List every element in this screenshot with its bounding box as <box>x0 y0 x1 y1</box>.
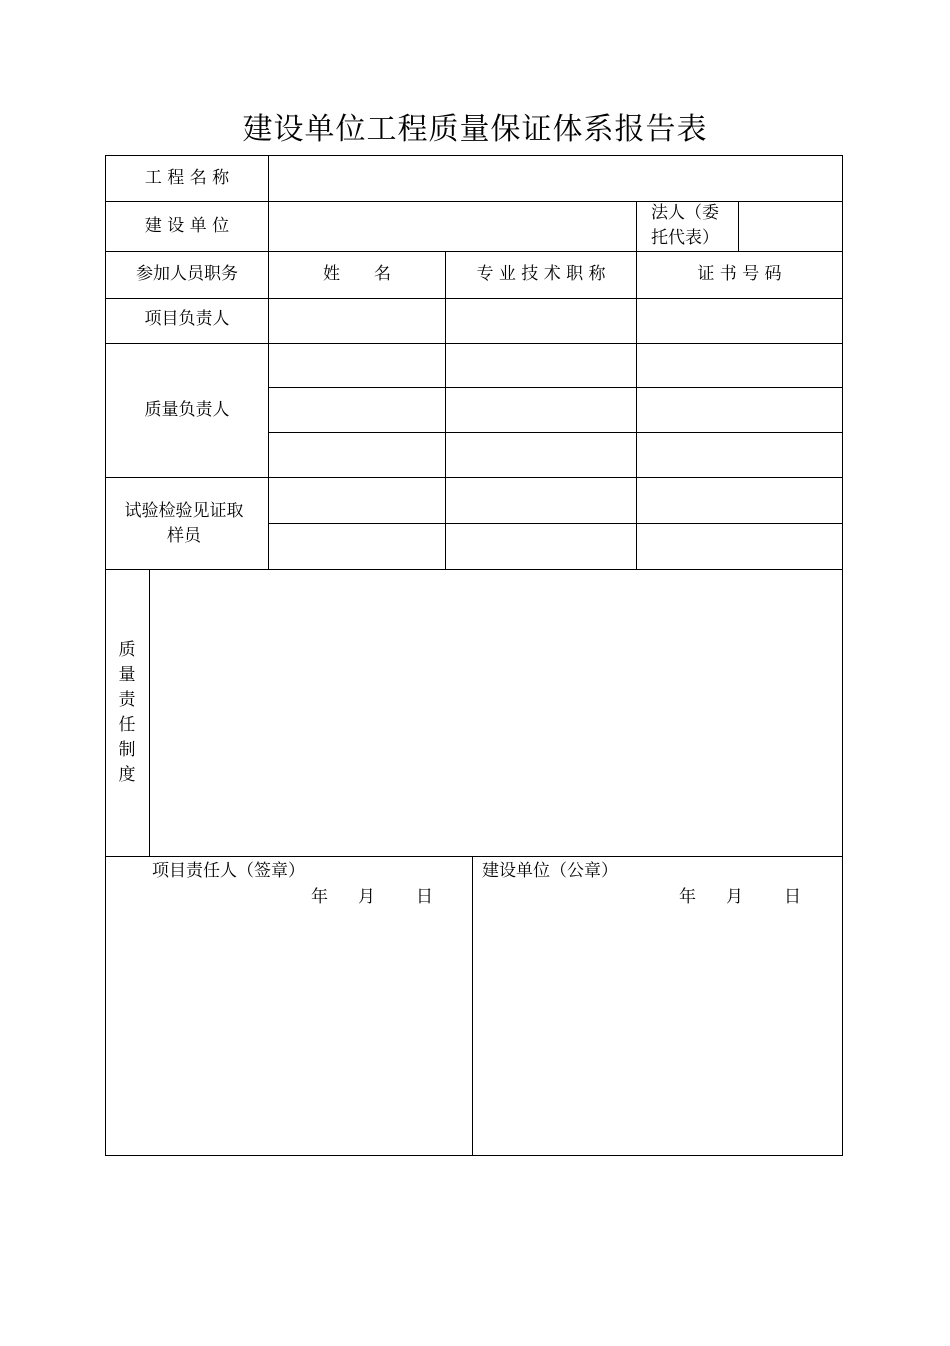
responsibility-content-field[interactable] <box>150 570 842 856</box>
project-leader-title-field[interactable] <box>446 299 636 343</box>
legal-rep-label-line2: 托代表） <box>651 228 719 248</box>
quality-leader-name-field[interactable] <box>269 344 445 387</box>
left-date-year: 年 <box>311 887 328 907</box>
certificate-number-header: 证 书 号 码 <box>697 264 782 284</box>
project-leader-name-field[interactable] <box>269 299 445 343</box>
sampler-label-line1: 试验检验见证取 <box>124 501 244 521</box>
row-divider <box>105 251 843 252</box>
responsibility-label-char: 度 <box>118 765 136 785</box>
quality-leader-name-field[interactable] <box>269 388 445 432</box>
responsibility-label-char: 任 <box>118 715 136 735</box>
project-responsible-signature-area[interactable] <box>106 910 472 1155</box>
legal-rep-label-line1: 法人（委 <box>651 203 719 223</box>
project-name-label: 工 程 名 称 <box>144 168 230 188</box>
responsibility-label-char: 责 <box>118 690 136 710</box>
sampler-title-field[interactable] <box>446 478 636 523</box>
sampler-name-field[interactable] <box>269 478 445 523</box>
quality-leader-cert-field[interactable] <box>637 433 842 477</box>
professional-title-header: 专 业 技 术 职 称 <box>476 264 606 284</box>
project-responsible-signature-label: 项目责任人（签章） <box>152 861 305 881</box>
sampler-cert-field[interactable] <box>637 524 842 569</box>
name-header: 姓 名 <box>323 264 391 284</box>
quality-leader-cert-field[interactable] <box>637 388 842 432</box>
owner-seal-area[interactable] <box>473 910 842 1155</box>
right-date-month: 月 <box>726 887 743 907</box>
project-leader-cert-field[interactable] <box>637 299 842 343</box>
quality-leader-title-field[interactable] <box>446 388 636 432</box>
sampler-cert-field[interactable] <box>637 478 842 523</box>
right-date-day: 日 <box>784 887 801 907</box>
sampler-name-field[interactable] <box>269 524 445 569</box>
right-date-year: 年 <box>679 887 696 907</box>
responsibility-label-char: 量 <box>118 665 136 685</box>
left-date-day: 日 <box>416 887 433 907</box>
col-divider <box>636 201 637 252</box>
quality-leader-title-field[interactable] <box>446 344 636 387</box>
sampler-label-line2: 样员 <box>167 526 201 546</box>
page-title: 建设单位工程质量保证体系报告表 <box>242 112 708 147</box>
left-date-month: 月 <box>358 887 375 907</box>
table-border-bottom <box>105 1155 843 1156</box>
sampler-title-field[interactable] <box>446 524 636 569</box>
project-name-field[interactable] <box>269 156 842 201</box>
project-leader-label: 项目负责人 <box>144 309 230 329</box>
responsibility-label-char: 制 <box>118 740 136 760</box>
responsibility-label-char: 质 <box>118 640 136 660</box>
owner-field[interactable] <box>269 202 636 251</box>
quality-leader-title-field[interactable] <box>446 433 636 477</box>
quality-leader-cert-field[interactable] <box>637 344 842 387</box>
row-divider <box>105 856 843 857</box>
owner-label: 建 设 单 位 <box>144 216 230 236</box>
quality-leader-label: 质量负责人 <box>144 400 230 420</box>
table-border-right <box>842 155 843 1156</box>
owner-seal-label: 建设单位（公章） <box>482 861 618 881</box>
staff-role-header: 参加人员职务 <box>136 264 238 284</box>
quality-leader-name-field[interactable] <box>269 433 445 477</box>
legal-rep-field[interactable] <box>739 202 842 251</box>
